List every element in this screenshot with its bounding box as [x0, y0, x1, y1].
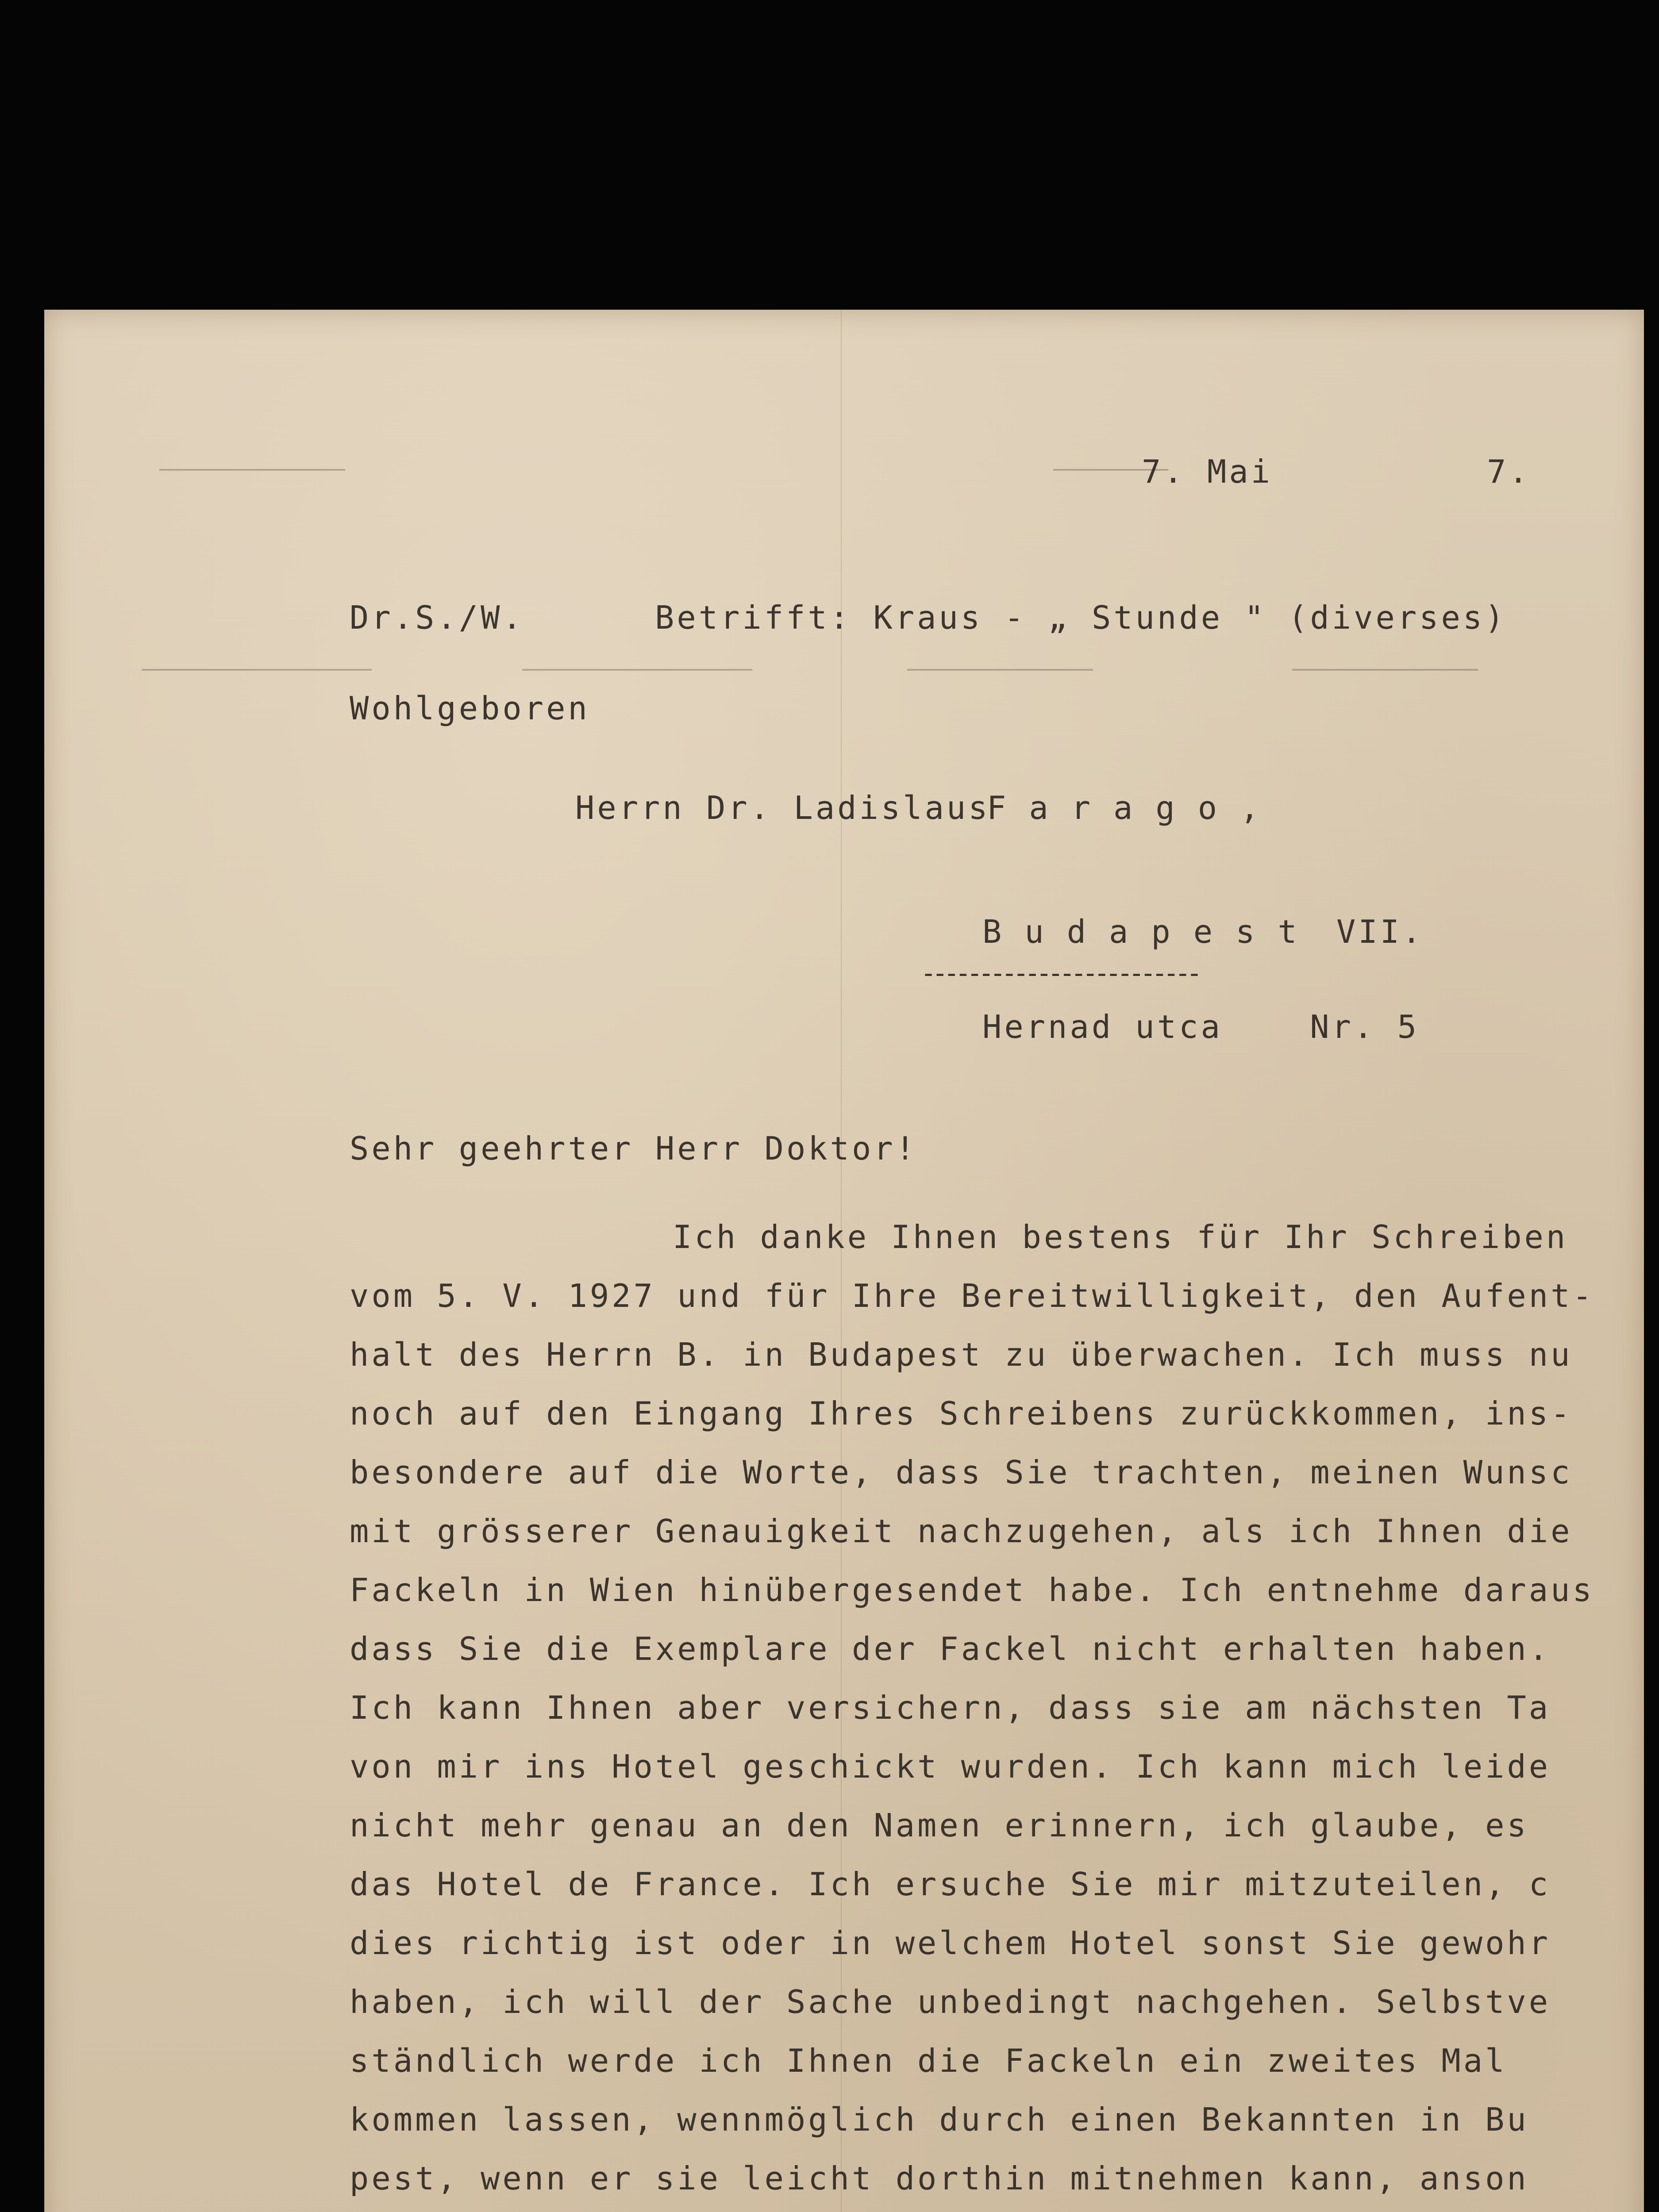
faint-rule: [907, 669, 1093, 671]
body-line: vom 5. V. 1927 und für Ihre Bereitwilligkeit, den Aufent-: [350, 1277, 1594, 1314]
body-line: Ich danke Ihnen bestens für Ihr Schreiben: [673, 1218, 1568, 1256]
body-line: dass Sie die Exemplare der Fackel nicht erhalten haben.: [350, 1630, 1551, 1667]
body-line: mit grösserer Genauigkeit nachzugehen, als ich Ihnen die: [350, 1513, 1573, 1550]
city-underline: ------------------------: [920, 958, 1198, 989]
address-street: Hernad utca Nr. 5: [982, 1008, 1419, 1045]
address-district: VII.: [1336, 913, 1424, 950]
body-line: halt des Herrn B. in Budapest zu überwachen. Ich muss nu: [350, 1336, 1573, 1373]
body-line: besondere auf die Worte, dass Sie trachten, meinen Wunsc: [350, 1454, 1573, 1491]
reference-code: Dr.S./W.: [350, 599, 524, 636]
faint-rule: [1292, 669, 1478, 671]
recipient-name: Herrn Dr. Ladislaus: [575, 789, 990, 826]
faint-rule: [522, 669, 752, 671]
body-line: nicht mehr genau an den Namen erinnern, ich glaube, es: [350, 1807, 1529, 1844]
body-line: Fackeln in Wien hinübergesendet habe. Ich entnehme daraus: [350, 1571, 1594, 1609]
salutation-prefix: Wohlgeboren: [350, 690, 590, 727]
faint-rule: [159, 469, 345, 471]
letter-date: 7. Mai: [1142, 453, 1273, 490]
body-line: dies richtig ist oder in welchem Hotel sonst Sie gewohr: [350, 1924, 1551, 1962]
body-line: pest, wenn er sie leicht dorthin mitnehmen kann, anson: [350, 2160, 1529, 2197]
recipient-surname: Farago,: [987, 789, 1282, 826]
address-city: Budapest: [982, 913, 1320, 950]
body-line: kommen lassen, wennmöglich durch einen Bekannten in Bu: [350, 2101, 1529, 2138]
greeting: Sehr geehrter Herr Doktor!: [350, 1130, 918, 1167]
body-line: Ich kann Ihnen aber versichern, dass sie am nächsten Ta: [350, 1689, 1551, 1726]
body-line: von mir ins Hotel geschickt wurden. Ich kann mich leide: [350, 1748, 1551, 1785]
body-line: noch auf den Eingang Ihres Schreibens zurückkommen, ins-: [350, 1395, 1573, 1432]
letter-page: [44, 310, 1644, 2212]
body-line: das Hotel de France. Ich ersuche Sie mir mitzuteilen, c: [350, 1866, 1551, 1903]
faint-rule: [142, 669, 372, 671]
subject-line: Betrifft: Kraus - „ Stunde " (diverses): [655, 599, 1507, 636]
page-number: 7.: [1487, 453, 1531, 490]
body-line: ständlich werde ich Ihnen die Fackeln ein zweites Mal: [350, 2042, 1507, 2079]
body-line: haben, ich will der Sache unbedingt nachgehen. Selbstve: [350, 1983, 1551, 2020]
